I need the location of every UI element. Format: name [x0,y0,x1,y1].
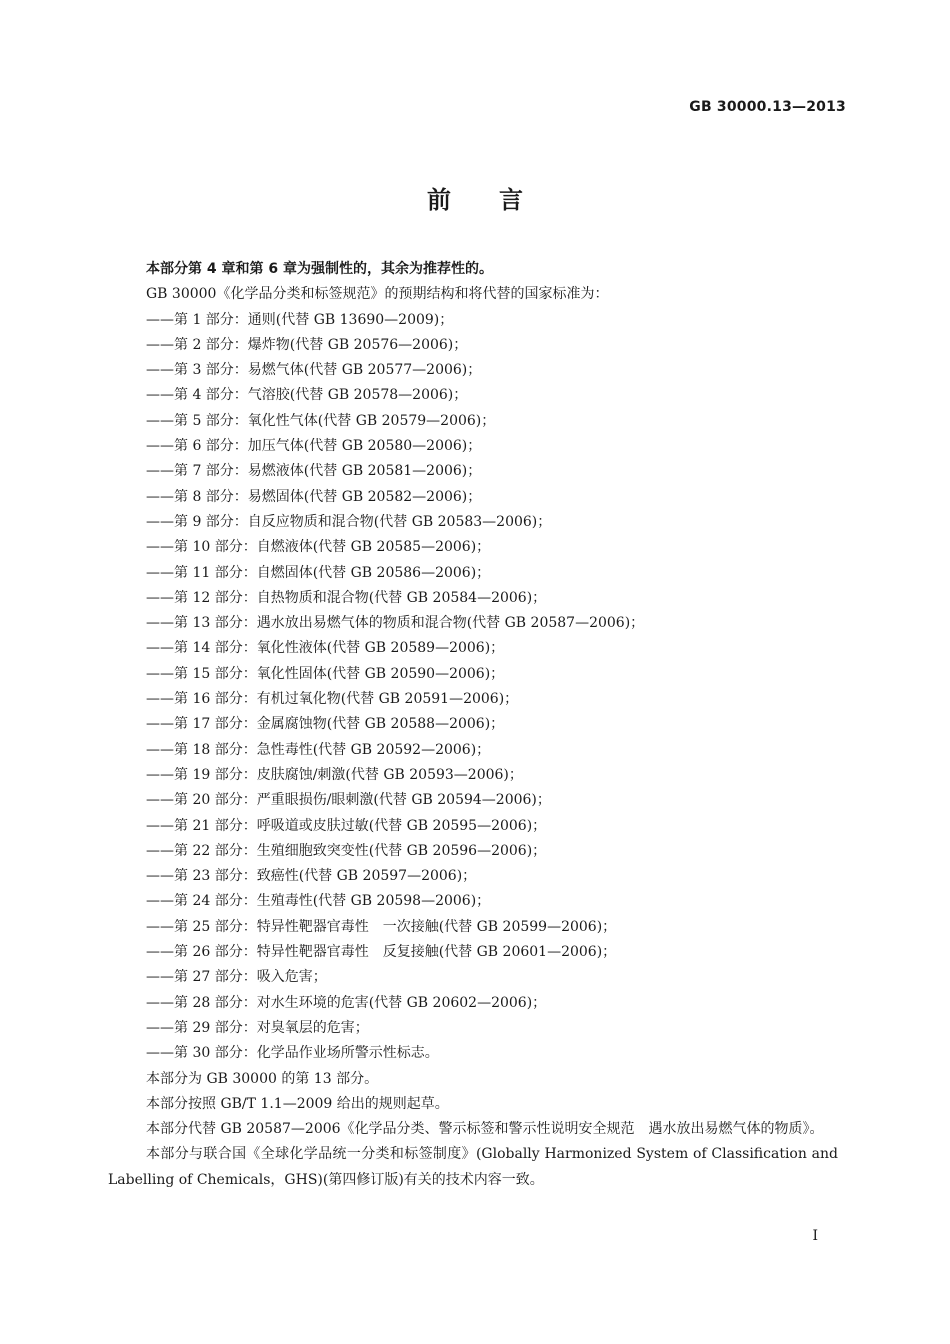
page-number: I [812,1228,818,1244]
drafting-rule: 本部分按照 GB/T 1.1—2009 给出的规则起草。 [146,1095,449,1112]
part-list-item: ——第 27 部分：吸入危害； [146,969,327,986]
part-list-item: ——第 8 部分：易燃固体(代替 GB 20582—2006)； [146,488,482,505]
part-list-item: ——第 12 部分：自热物质和混合物(代替 GB 20584—2006)； [146,589,547,606]
part-list-item: ——第 15 部分：氧化性固体(代替 GB 20590—2006)； [146,665,505,682]
part-list-item: ——第 1 部分：通则(代替 GB 13690—2009)； [146,311,454,328]
part-list-item: ——第 21 部分：呼吸道或皮肤过敏(代替 GB 20595—2006)； [146,817,547,834]
part-list-item: ——第 4 部分：气溶胶(代替 GB 20578—2006)； [146,387,468,404]
consistency-statement: 本部分与联合国《全球化学品统一分类和标签制度》(Globally Harmonized System of Classification and Labelling of Chemicals，GHS)(第四修订版)有关的技术内容一致。 [108,1146,838,1188]
part-list-item: ——第 7 部分：易燃液体(代替 GB 20581—2006)； [146,463,482,480]
part-list-item: ——第 3 部分：易燃气体(代替 GB 20577—2006)； [146,362,482,379]
replaces-statement: 本部分代替 GB 20587—2006《化学品分类、警示标签和警示性说明安全规范 遇水放出易燃气体的物质》。 [146,1121,824,1138]
foreword-body [108,257,838,1193]
part-list-item: ——第 28 部分：对水生环境的危害(代替 GB 20602—2006)； [146,994,547,1011]
part-list-item: ——第 20 部分：严重眼损伤/眼刺激(代替 GB 20594—2006)； [146,792,551,809]
standard-number: GB 30000.13—2013 [689,99,846,115]
structure-lead: GB 30000《化学品分类和标签规范》的预期结构和将代替的国家标准为： [146,286,609,303]
part-list-item: ——第 19 部分：皮肤腐蚀/刺激(代替 GB 20593—2006)； [146,766,523,783]
page-title: 前言 [427,186,571,214]
mandatory-note: 本部分第 4 章和第 6 章为强制性的，其余为推荐性的。 [146,261,493,277]
part-list-item: ——第 13 部分：遇水放出易燃气体的物质和混合物(代替 GB 20587—2006)； [146,615,645,632]
part-list-item: ——第 24 部分：生殖毒性(代替 GB 20598—2006)； [146,893,491,910]
part-list-item: ——第 10 部分：自燃液体(代替 GB 20585—2006)； [146,539,491,556]
part-list-item: ——第 5 部分：氧化性气体(代替 GB 20579—2006)； [146,412,496,429]
part-list-item: ——第 30 部分：化学品作业场所警示性标志。 [146,1045,439,1062]
part-list-item: ——第 26 部分：特异性靶器官毒性 反复接触(代替 GB 20601—2006)； [146,944,617,961]
part-list-item: ——第 25 部分：特异性靶器官毒性 一次接触(代替 GB 20599—2006)； [146,918,617,935]
part-list-item: ——第 6 部分：加压气体(代替 GB 20580—2006)； [146,438,482,455]
part-list-item: ——第 22 部分：生殖细胞致突变性(代替 GB 20596—2006)； [146,842,547,859]
part-list-item: ——第 16 部分：有机过氧化物(代替 GB 20591—2006)； [146,691,519,708]
part-of-statement: 本部分为 GB 30000 的第 13 部分。 [146,1070,379,1087]
part-list-item: ——第 2 部分：爆炸物(代替 GB 20576—2006)； [146,336,468,353]
part-list-item: ——第 9 部分：自反应物质和混合物(代替 GB 20583—2006)； [146,513,552,530]
part-list-item: ——第 23 部分：致癌性(代替 GB 20597—2006)； [146,868,477,885]
parts-list [108,308,838,1067]
part-list-item: ——第 11 部分：自燃固体(代替 GB 20586—2006)； [146,564,491,581]
part-list-item: ——第 29 部分：对臭氧层的危害； [146,1019,369,1036]
part-list-item: ——第 17 部分：金属腐蚀物(代替 GB 20588—2006)； [146,716,505,733]
part-list-item: ——第 14 部分：氧化性液体(代替 GB 20589—2006)； [146,640,505,657]
part-list-item: ——第 18 部分：急性毒性(代替 GB 20592—2006)； [146,741,491,758]
